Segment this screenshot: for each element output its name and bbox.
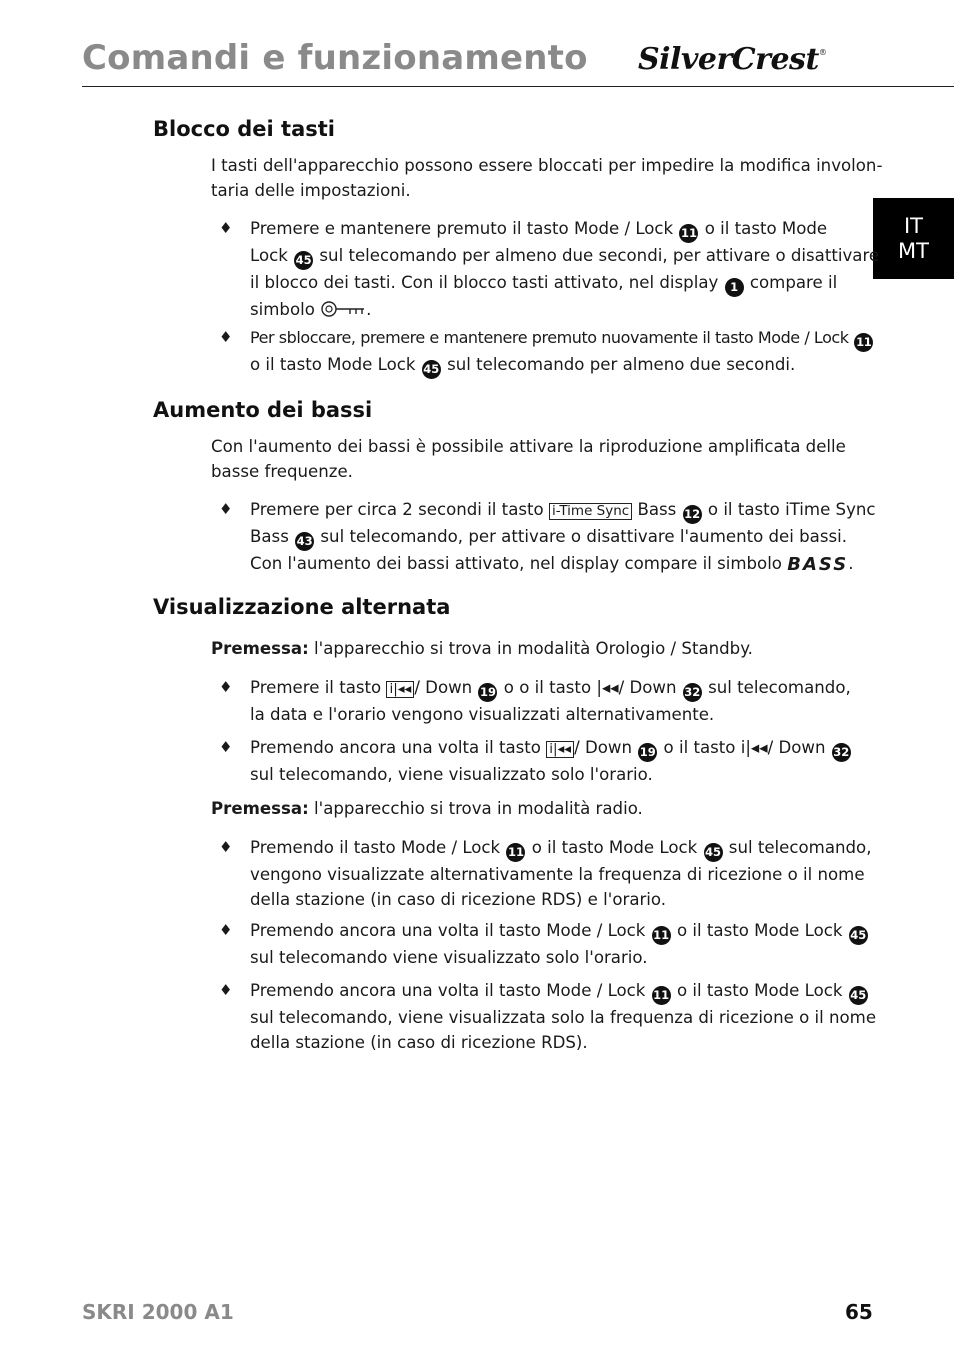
- bullet-diamond-icon: ♦: [219, 921, 233, 939]
- text: Lock: [250, 246, 288, 265]
- number-badge: 43: [295, 532, 314, 551]
- text: o il tasto i: [663, 738, 746, 757]
- paragraph-blocco-intro: [211, 153, 883, 203]
- number-badge: 19: [638, 743, 657, 762]
- text: della stazione (in caso di ricezione RDS).: [250, 1033, 588, 1052]
- text: Premendo ancora una volta il tasto Mode / Lock: [250, 921, 646, 940]
- text: o il tasto Mode: [704, 219, 828, 238]
- number-badge: 32: [683, 683, 702, 702]
- number-badge: 45: [849, 986, 868, 1005]
- text: / Down: [767, 738, 826, 757]
- text: sul telecomando, per attivare o disattivare l'aumento dei bassi.: [320, 527, 848, 546]
- text: Bass: [250, 527, 289, 546]
- text: della stazione (in caso di ricezione RDS) e l'orario.: [250, 890, 667, 909]
- text: o o il tasto: [503, 678, 592, 697]
- itime-sync-key-label: i-Time Sync: [549, 503, 632, 520]
- text-line: basse frequenze.: [211, 462, 353, 481]
- text: Premendo ancora una volta il tasto: [250, 738, 541, 757]
- number-badge: 11: [506, 843, 525, 862]
- text: sul telecomando viene visualizzato solo l'orario.: [250, 948, 648, 967]
- text: o il tasto Mode Lock: [676, 981, 843, 1000]
- heading-blocco-tasti: Blocco dei tasti: [153, 117, 335, 141]
- text: Premere per circa 2 secondi il tasto: [250, 500, 544, 519]
- heading-visualizzazione-alternata: Visualizzazione alternata: [153, 595, 451, 619]
- text: Premere il tasto: [250, 678, 382, 697]
- text: Premere e mantenere premuto il tasto Mode / Lock: [250, 219, 674, 238]
- header-divider: [82, 86, 954, 87]
- number-badge: 11: [652, 986, 671, 1005]
- text: Con l'aumento dei bassi attivato, nel display compare il simbolo: [250, 554, 782, 573]
- info-prev-key-label: i|◂◂: [546, 741, 574, 758]
- text: sul telecomando per almeno due secondi.: [447, 355, 796, 374]
- text: Premendo il tasto Mode / Lock: [250, 838, 501, 857]
- page-number: 65: [845, 1300, 873, 1324]
- bullet-diamond-icon: ♦: [219, 219, 233, 237]
- bullet-diamond-icon: ♦: [219, 500, 233, 518]
- text: o il tasto Mode Lock: [676, 921, 843, 940]
- language-tab: [873, 198, 954, 279]
- text: l'apparecchio si trova in modalità radio.: [314, 799, 643, 818]
- text: / Down: [618, 678, 677, 697]
- number-badge: 19: [478, 683, 497, 702]
- footer-model: SKRI 2000 A1: [82, 1300, 234, 1324]
- bass-symbol: BASS: [787, 554, 849, 575]
- text: / Down: [414, 678, 473, 697]
- skip-back-icon: |◂◂: [596, 678, 619, 697]
- number-badge: 11: [854, 333, 873, 352]
- language-tab-it: IT: [903, 213, 924, 238]
- number-badge: 1: [725, 278, 744, 297]
- text: o il tasto iTime Sync: [707, 500, 876, 519]
- number-badge: 45: [294, 251, 313, 270]
- page-title: Comandi e funzionamento: [82, 38, 588, 78]
- text: Per sbloccare, premere e mantenere premuto nuovamente il tasto Mode / Lock: [250, 328, 849, 347]
- paragraph-bassi-intro: [211, 434, 846, 484]
- bullet-diamond-icon: ♦: [219, 738, 233, 756]
- number-badge: 32: [832, 743, 851, 762]
- text: Bass: [637, 500, 677, 519]
- text: sul telecomando, viene visualizzato solo l'orario.: [250, 765, 653, 784]
- premessa-label: Premessa:: [211, 639, 309, 658]
- text: compare il: [749, 273, 838, 292]
- text: / Down: [574, 738, 632, 757]
- key-icon: [320, 299, 366, 326]
- text: sul telecomando,: [728, 838, 872, 857]
- text: l'apparecchio si trova in modalità Orologio / Standby.: [314, 639, 753, 658]
- text: la data e l'orario vengono visualizzati alternativamente.: [250, 705, 715, 724]
- brand-name: SilverCrest: [638, 42, 819, 77]
- text-line: I tasti dell'apparecchio possono essere bloccati per impedire la modifica involon-: [211, 156, 883, 175]
- number-badge: 11: [652, 926, 671, 945]
- text: sul telecomando per almeno due secondi, per attivare o disattivare: [319, 246, 880, 265]
- bullet-diamond-icon: ♦: [219, 981, 233, 999]
- bullet-diamond-icon: ♦: [219, 838, 233, 856]
- text: Premendo ancora una volta il tasto Mode / Lock: [250, 981, 646, 1000]
- text: il blocco dei tasti. Con il blocco tasti attivato, nel display: [250, 273, 719, 292]
- skip-back-icon: |◂◂: [745, 738, 768, 757]
- paragraph-premessa-2: [211, 796, 841, 821]
- text: o il tasto Mode Lock: [250, 355, 416, 374]
- premessa-label: Premessa:: [211, 799, 309, 818]
- bullet-diamond-icon: ♦: [219, 328, 233, 346]
- text: vengono visualizzate alternativamente la frequenza di ricezione o il nome: [250, 865, 865, 884]
- text: .: [848, 554, 854, 573]
- text: .: [366, 300, 372, 319]
- number-badge: 45: [422, 360, 441, 379]
- brand-logo: [638, 42, 826, 77]
- text: simbolo: [250, 300, 315, 319]
- language-tab-mt: MT: [898, 238, 929, 263]
- number-badge: 45: [704, 843, 723, 862]
- text: o il tasto Mode Lock: [531, 838, 698, 857]
- number-badge: 11: [679, 224, 698, 243]
- info-prev-key-label: i|◂◂: [386, 681, 414, 698]
- heading-aumento-bassi: Aumento dei bassi: [153, 398, 373, 422]
- bullet-diamond-icon: ♦: [219, 678, 233, 696]
- text: sul telecomando,: [708, 678, 851, 697]
- registered-mark: ®: [818, 48, 827, 57]
- number-badge: 12: [683, 505, 702, 524]
- number-badge: 45: [849, 926, 868, 945]
- paragraph-premessa-1: [211, 636, 841, 661]
- text: sul telecomando, viene visualizzata solo la frequenza di ricezione o il nome: [250, 1008, 877, 1027]
- text-line: taria delle impostazioni.: [211, 181, 411, 200]
- text-line: Con l'aumento dei bassi è possibile attivare la riproduzione amplificata delle: [211, 437, 846, 456]
